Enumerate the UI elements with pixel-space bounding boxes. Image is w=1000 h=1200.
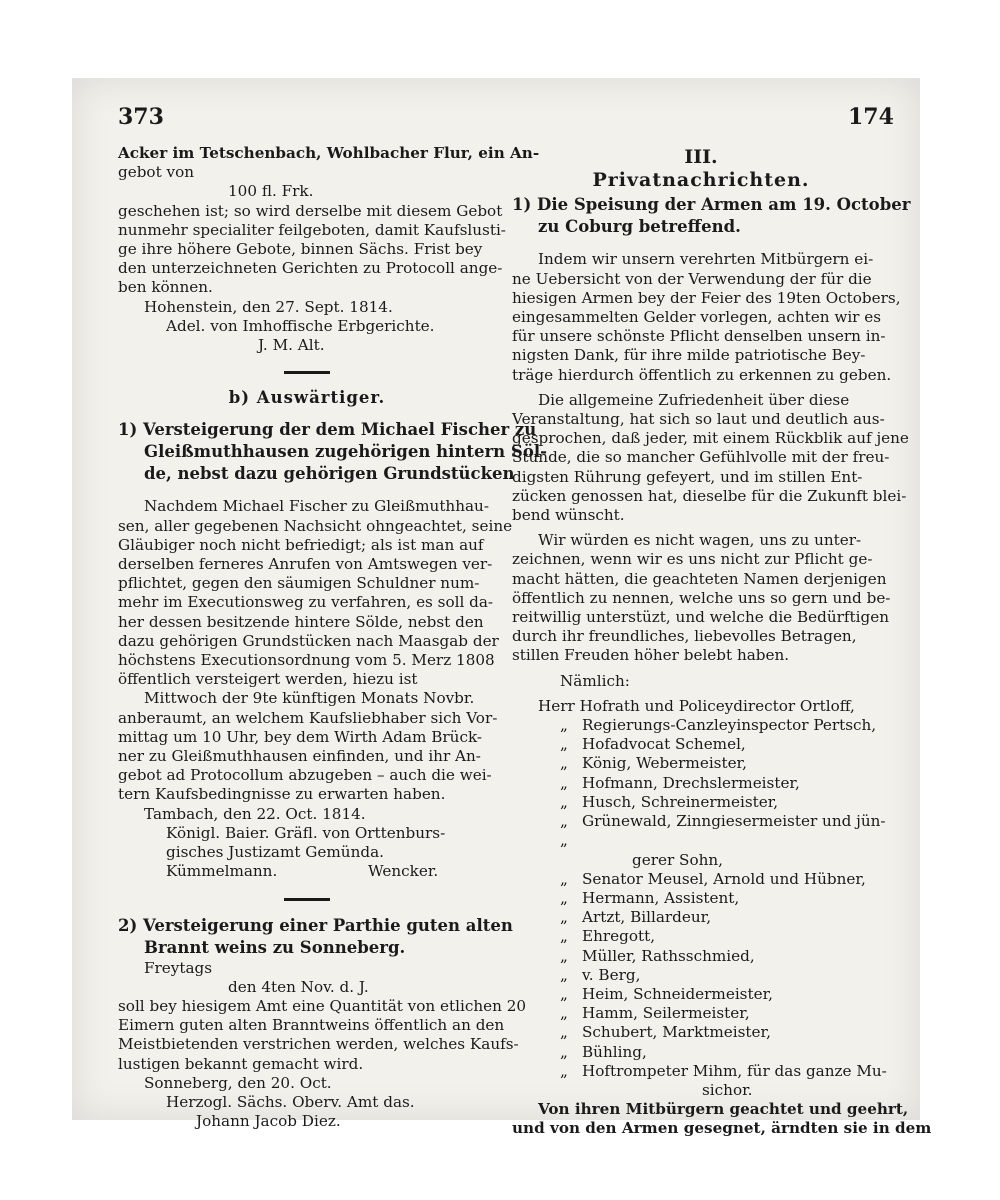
notice-amount: 100 fl. Frk. <box>228 182 314 201</box>
item-place-date: Tambach, den 22. Oct. 1814. <box>144 804 366 823</box>
page-number-left: 373 <box>118 104 164 130</box>
ditto-mark: „ <box>560 812 568 831</box>
paragraph-line: zücken genossen hat, dieselbe für die Zukunft blei- <box>512 486 907 505</box>
notice-signature: J. M. Alt. <box>258 336 325 355</box>
notice-text-line: Acker im Tetschenbach, Wohlbacher Flur, ein An- <box>118 144 540 162</box>
item-body-line: lustigen bekannt gemacht wird. <box>118 1054 364 1073</box>
notice-text-line: nunmehr specialiter feilgeboten, damit Kaufslusti- <box>118 220 506 239</box>
donor-name <box>512 1062 890 1081</box>
ditto-mark: „ <box>560 965 568 984</box>
paragraph-line: digsten Rührung gefeyert, und im stillen Ent- <box>512 467 863 486</box>
donor-name-text: Husch, Schreinermeister, <box>582 792 779 811</box>
paragraph-line: bend wünscht. <box>512 506 625 525</box>
paragraph-line: macht hätten, die geachteten Namen derjenigen <box>512 569 887 588</box>
paragraph-line: nigsten Dank, für ihre milde patriotische Bey- <box>512 346 866 365</box>
signature-left: Kümmelmann. <box>166 862 278 881</box>
paragraph-line: gesprochen, daß jeder, mit einem Rückblik auf jene <box>512 429 909 448</box>
ditto-mark: „ <box>560 1042 568 1061</box>
donor-name-text: Grünewald, Zinngiesermeister und jün- <box>582 812 886 831</box>
item-signature: Johann Jacob Diez. <box>196 1112 341 1131</box>
paragraph-line: hiesigen Armen bey der Feier des 19ten Octobers, <box>512 288 901 307</box>
item-body-line: her dessen besitzende hintere Sölde, nebst den <box>118 612 484 631</box>
item-heading: Gleißmuthhausen zugehörigen hintern Söl- <box>144 442 547 462</box>
item-heading: 1) Die Speisung der Armen am 19. October <box>512 195 911 215</box>
ditto-mark: „ <box>560 1004 568 1023</box>
donor-name-text: Bühling, <box>582 1042 647 1061</box>
donor-name-text: Hoftrompeter Mihm, für das ganze Mu- <box>582 1061 887 1080</box>
paragraph-line: eingesammelten Gelder vorlegen, achten wir es <box>512 308 882 327</box>
page-number-right: 174 <box>848 104 894 130</box>
item-body-line: sen, aller gegebenen Nachsicht ohngeachtet, seine <box>118 516 513 535</box>
item-body-line: tern Kaufsbedingnisse zu erwarten haben. <box>118 785 446 804</box>
donor-name-text: Hofadvocat Schemel, <box>582 735 746 754</box>
item-heading: 1) Versteigerung der dem Michael Fischer zu <box>118 420 537 440</box>
donor-name-text: König, Webermeister, <box>582 754 747 773</box>
donor-name <box>512 831 890 850</box>
item-heading: de, nebst dazu gehörigen Grundstücken <box>144 464 515 484</box>
paragraph-line: träge hierdurch öffentlich zu erkennen zu geben. <box>512 365 892 384</box>
item-authority: gisches Justizamt Gemünda. <box>166 843 384 862</box>
donor-name <box>512 716 890 735</box>
donor-name <box>512 870 890 889</box>
donor-name <box>512 735 890 754</box>
item-body-line: mittag um 10 Uhr, bey dem Wirth Adam Brück- <box>118 727 483 746</box>
ditto-mark: „ <box>560 888 568 907</box>
notice-text-line: ge ihre höhere Gebote, binnen Sächs. Frist bey <box>118 240 483 259</box>
ditto-mark: „ <box>560 773 568 792</box>
section-heading: b) Auswärtiger. <box>228 388 386 408</box>
donor-name-text: Hermann, Assistent, <box>582 888 740 907</box>
item-body-line: Mittwoch der 9te künftigen Monats Novbr. <box>144 689 475 708</box>
item-body-line: höchstens Executionsordnung vom 5. Merz 1808 <box>118 651 495 670</box>
paragraph-line: Veranstaltung, hat sich so laut und deutlich aus- <box>512 410 885 429</box>
ditto-mark: „ <box>560 831 568 850</box>
left-column <box>118 144 547 1131</box>
notice-signature: Adel. von Imhoffische Erbgerichte. <box>166 316 435 335</box>
item-body-line: Nachdem Michael Fischer zu Gleißmuthhau- <box>144 497 489 516</box>
ditto-mark: „ <box>560 908 568 927</box>
paragraph-line: zeichnen, wenn wir es uns nicht zur Pflicht ge- <box>512 550 873 569</box>
donor-name <box>512 908 890 927</box>
ditto-mark: „ <box>560 1061 568 1080</box>
item-body-line: ner zu Gleißmuthhausen einfinden, und ihr An- <box>118 747 481 766</box>
notice-text-line: den unterzeichneten Gerichten zu Protocoll ange- <box>118 259 503 278</box>
item-heading: 2) Versteigerung einer Parthie guten alten <box>118 915 513 935</box>
paragraph-line: Wir würden es nicht wagen, uns zu unter- <box>538 531 862 550</box>
section-title: Privatnachrichten. <box>592 169 810 192</box>
paragraph-line: für unsere schönste Pflicht denselben unsern in- <box>512 327 886 346</box>
ditto-mark: „ <box>560 792 568 811</box>
paragraph-line: stillen Freuden höher belebt haben. <box>512 646 790 665</box>
item-body-line: pflichtet, gegen den säumigen Schuldner num- <box>118 574 480 593</box>
item-date-line: den 4ten Nov. d. J. <box>228 977 369 996</box>
item-signatures <box>118 862 496 881</box>
item-body-line: Gläubiger noch nicht befriedigt; als ist man auf <box>118 535 484 554</box>
donor-name-text: Regierungs-Canzleyinspector Pertsch, <box>582 716 877 735</box>
ditto-mark: „ <box>560 735 568 754</box>
item-place-date: Sonneberg, den 20. Oct. <box>144 1073 332 1092</box>
donor-name-text: Hamm, Seilermeister, <box>582 1004 750 1023</box>
paragraph-line: durch ihr freundliches, liebevolles Betragen, <box>512 627 857 646</box>
donor-name-text: Artzt, Billardeur, <box>582 908 712 927</box>
donor-name <box>512 966 890 985</box>
item-authority: Herzogl. Sächs. Oberv. Amt das. <box>166 1092 415 1111</box>
donor-name-text: Müller, Rathsschmied, <box>582 946 755 965</box>
item-body-line: Meistbietenden verstrichen werden, welches Kaufs- <box>118 1035 519 1054</box>
paragraph-line: Indem wir unsern verehrten Mitbürgern ei- <box>538 250 874 269</box>
donor-name <box>512 1023 890 1042</box>
paragraph-line: ne Uebersicht von der Verwendung der für die <box>512 269 872 288</box>
donor-name <box>512 985 890 1004</box>
paragraph-line: Die allgemeine Zufriedenheit über diese <box>538 390 850 409</box>
paragraph-line: öffentlich zu nennen, welche uns so gern und be- <box>512 588 891 607</box>
donor-name-text: Schubert, Marktmeister, <box>582 1023 771 1042</box>
item-body-line: öffentlich versteigert werden, hiezu ist <box>118 670 418 689</box>
item-day: Freytags <box>144 958 213 977</box>
notice-place-date: Hohenstein, den 27. Sept. 1814. <box>144 297 393 316</box>
closing-line: und von den Armen gesegnet, ärndten sie in dem <box>512 1119 932 1138</box>
donor-name <box>512 793 890 812</box>
donor-name: Herr Hofrath und Policeydirector Ortloff, <box>538 696 855 715</box>
donor-name-text: Ehregott, <box>582 927 656 946</box>
notice-text-line: ben können. <box>118 278 213 297</box>
item-heading: zu Coburg betreffend. <box>538 217 741 237</box>
ditto-mark: „ <box>560 869 568 888</box>
ditto-mark: „ <box>560 927 568 946</box>
item-heading: Brannt weins zu Sonneberg. <box>144 937 406 957</box>
donor-name <box>512 774 890 793</box>
donor-name-continuation: sichor. <box>702 1080 753 1099</box>
right-column <box>512 144 932 1139</box>
donor-name <box>512 812 890 831</box>
donor-name <box>512 1043 890 1062</box>
item-body-line: anberaumt, an welchem Kaufsliebhaber sich Vor- <box>118 708 498 727</box>
section-number: III. <box>684 146 718 168</box>
paragraph-line: reitwillig unterstüzt, und welche die Bedürftigen <box>512 608 889 627</box>
donor-name-text: v. Berg, <box>582 965 641 984</box>
closing-line: Von ihren Mitbürgern geachtet und geehrt, <box>538 1100 909 1119</box>
section-divider <box>284 371 330 374</box>
donor-name <box>512 1004 890 1023</box>
ditto-mark: „ <box>560 984 568 1003</box>
item-authority: Königl. Baier. Gräfl. von Orttenburs- <box>166 823 446 842</box>
donor-name-text: Heim, Schneidermeister, <box>582 984 773 1003</box>
donor-name-continuation: gerer Sohn, <box>632 850 723 869</box>
ditto-mark: „ <box>560 1023 568 1042</box>
ditto-mark: „ <box>560 946 568 965</box>
item-body-line: dazu gehörigen Grundstücken nach Maasgab der <box>118 631 499 650</box>
item-body-line: derselben ferneres Anrufen von Amtswegen ver- <box>118 555 493 574</box>
donor-name <box>512 927 890 946</box>
item-body-line: soll bey hiesigem Amt eine Quantität von etlichen 20 <box>118 996 527 1015</box>
section-divider <box>284 898 330 901</box>
donor-name-text: Senator Meusel, Arnold und Hübner, <box>582 869 866 888</box>
signature-right: Wencker. <box>368 862 439 881</box>
namely-label: Nämlich: <box>560 671 630 690</box>
donor-name-text: Hofmann, Drechslermeister, <box>582 773 800 792</box>
notice-text-line: gebot von <box>118 163 195 182</box>
donor-name <box>512 754 890 773</box>
notice-text-line: geschehen ist; so wird derselbe mit diesem Gebot <box>118 201 503 220</box>
donor-name <box>512 889 890 908</box>
item-body-line: gebot ad Protocollum abzugeben – auch die wei- <box>118 766 492 785</box>
paragraph-line: Stunde, die so mancher Gefühlvolle mit der freu- <box>512 448 890 467</box>
item-body-line: Eimern guten alten Branntweins öffentlich an den <box>118 1016 505 1035</box>
ditto-mark: „ <box>560 754 568 773</box>
ditto-mark: „ <box>560 716 568 735</box>
donor-name <box>512 947 890 966</box>
item-body-line: mehr im Executionsweg zu verfahren, es soll da- <box>118 593 494 612</box>
